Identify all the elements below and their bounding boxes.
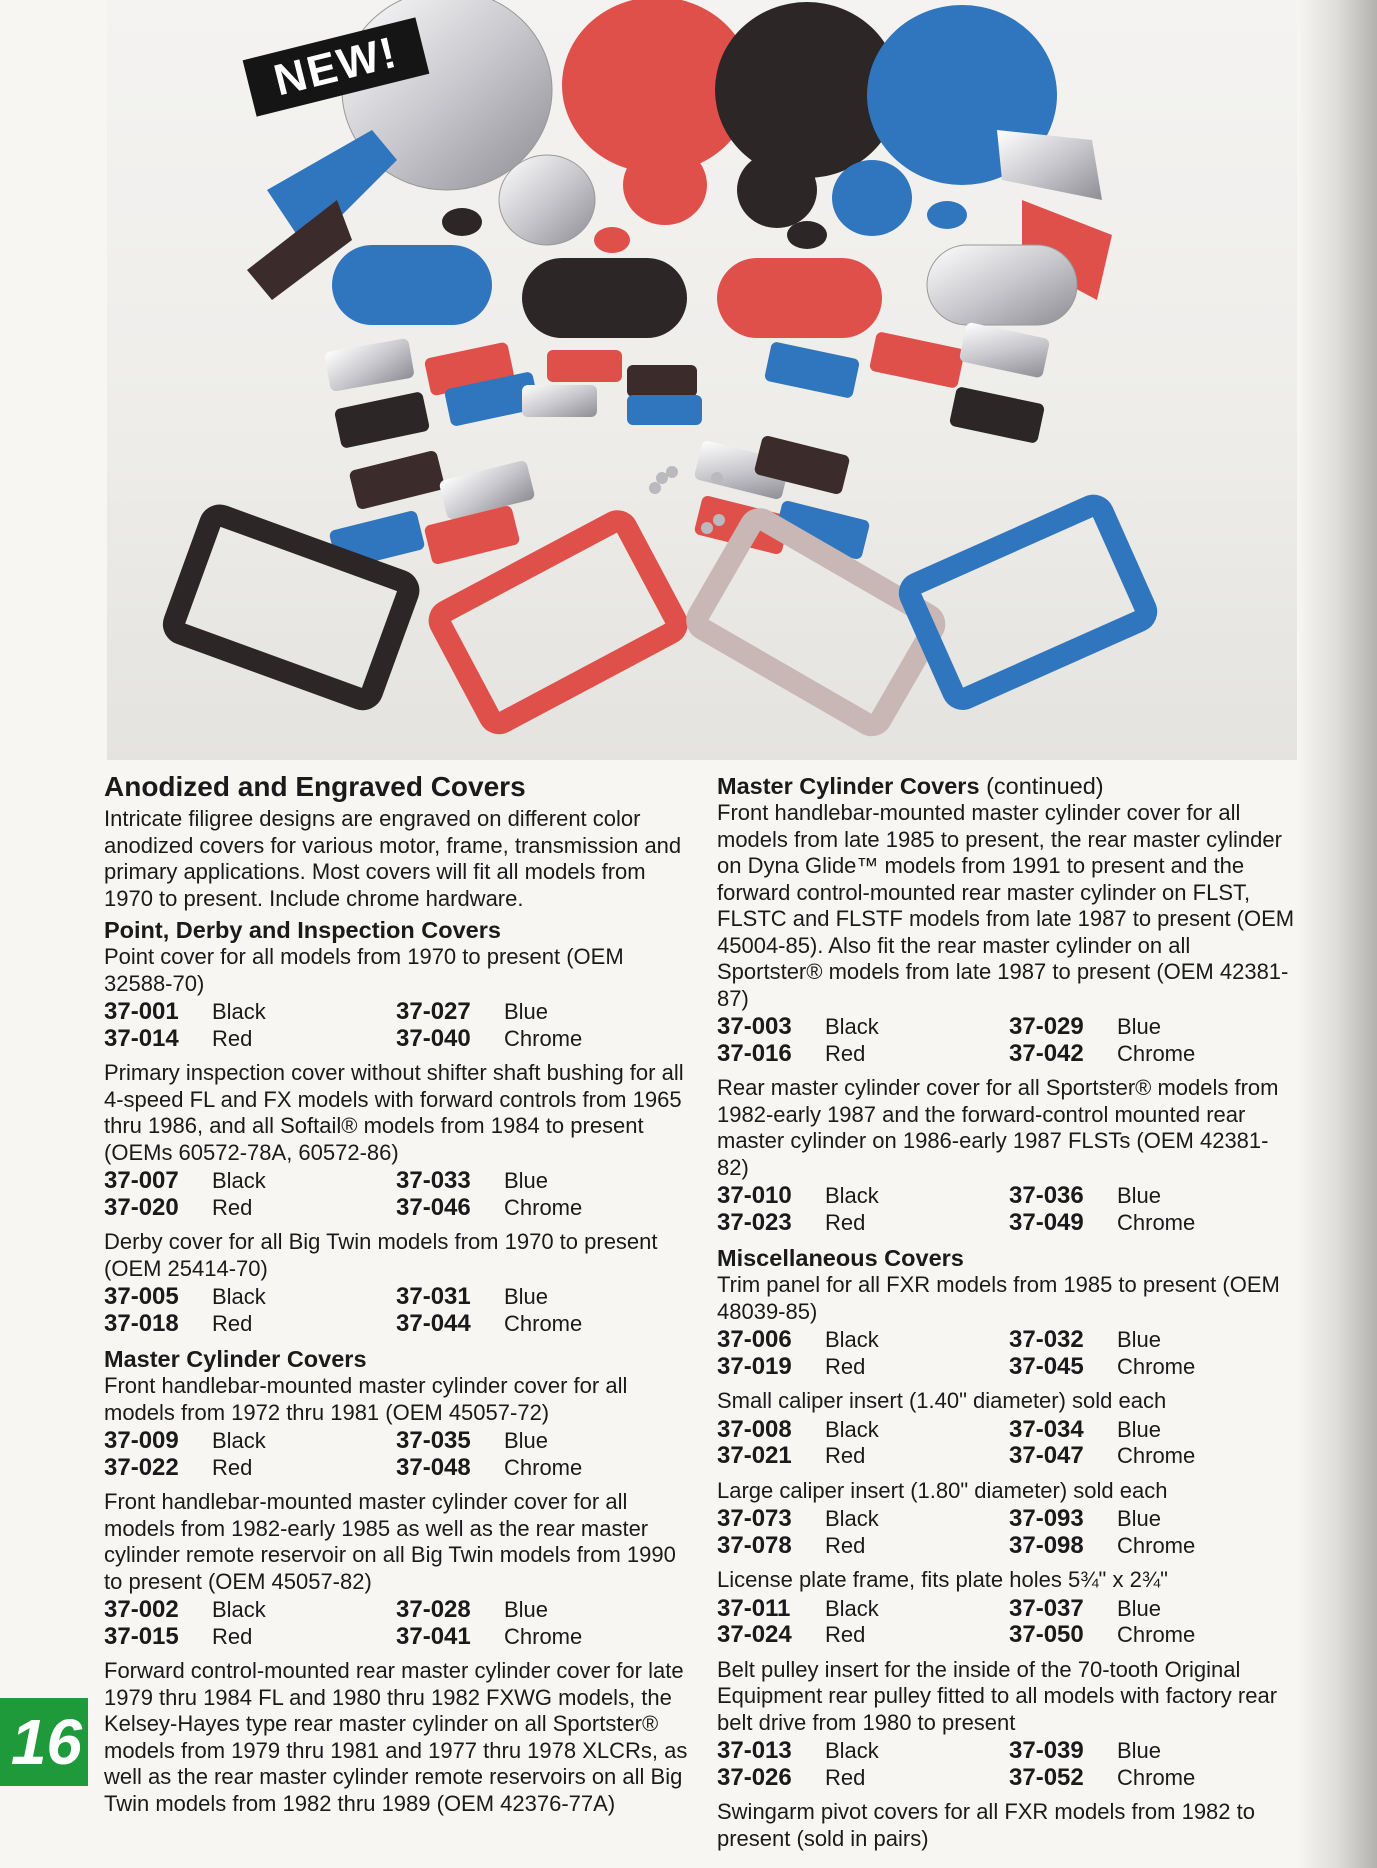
heading-text: Master Cylinder Covers [717,773,980,799]
part-number: 37-006 [717,1326,792,1353]
part-number: 37-093 [1009,1505,1084,1532]
part-number: 37-013 [717,1737,792,1764]
part-color: Black [825,1014,879,1039]
part-number: 37-050 [1009,1621,1084,1648]
subheading-misc: Miscellaneous Covers [717,1245,964,1271]
black-small-round [737,152,817,228]
part-color: Blue [504,999,549,1024]
red-oval-cover [717,258,882,338]
part-color: Chrome [504,1025,583,1051]
belt-pulley-items [717,1738,1297,1791]
part-number: 37-007 [104,1167,179,1194]
chrome-oval-cover [927,245,1077,325]
part-number: 37-022 [104,1453,179,1481]
part-number: 37-073 [717,1505,792,1532]
derby-items [104,1284,694,1337]
part-number: 37-019 [717,1352,792,1380]
mc2-desc: Front handlebar-mounted master cylinder cover for all models from 1982-early 1985 as well as the rear master cylinder remote reservoir on all Big Twin models from 1990 to present (OEM 45057-82) [104,1489,676,1594]
continued-label: (continued) [986,773,1104,799]
part-number: 37-098 [1009,1531,1084,1559]
part-number: 37-008 [717,1415,792,1443]
part-number: 37-032 [1009,1326,1084,1353]
part-color: Red [825,1622,866,1647]
part-number: 37-001 [104,998,179,1025]
part-number: 37-035 [396,1427,471,1454]
part-color: Blue [1117,1014,1162,1039]
part-color: Black [825,1183,879,1208]
right-column [717,772,1297,1852]
part-number: 37-034 [1009,1415,1084,1443]
part-number: 37-037 [1009,1594,1084,1622]
part-color: Chrome [504,1194,583,1220]
chrome-license-frame [694,516,938,729]
part-color: Red [212,1194,253,1220]
large-caliper-items [717,1506,1297,1559]
part-color: Blue [1117,1183,1162,1208]
mc5-desc: Rear master cylinder cover for all Sportster® models from 1982-early 1987 and the forward-control mounted rear master cylinder on 1986-early 1987 FLSTs (OEM 42381-82) [717,1075,1279,1180]
part-color: Blue [504,1284,549,1309]
part-number: 37-018 [104,1309,179,1337]
part-color: Black [212,999,266,1024]
part-number: 37-044 [396,1309,471,1337]
part-color: Chrome [1117,1040,1196,1066]
trim-desc: Trim panel for all FXR models from 1985 to present (OEM 48039-85) [717,1272,1280,1324]
part-number: 37-014 [104,1024,179,1052]
part-color: Chrome [1117,1532,1196,1558]
primary-items [104,1168,694,1221]
part-color: Black [825,1738,879,1763]
part-number: 37-078 [717,1531,792,1559]
blue-license-frame [907,502,1150,702]
part-number: 37-052 [1009,1763,1084,1791]
part-color: Blue [1117,1327,1162,1352]
point-desc: Point cover for all models from 1970 to present (OEM 32588-70) [104,944,624,996]
part-number: 37-031 [396,1283,471,1310]
subheading-master-cylinder-continued [717,772,1297,800]
black-oval-cover [522,258,687,338]
part-color: Blue [504,1597,549,1622]
chrome-wedge [997,130,1102,200]
part-number: 37-005 [104,1283,179,1310]
part-color: Chrome [504,1623,583,1649]
trim-items [717,1327,1297,1380]
part-number: 37-027 [396,998,471,1025]
new-badge: NEW! [243,17,430,116]
part-color: Blue [1117,1416,1162,1442]
blue-small-round [832,160,912,236]
part-color: Red [212,1310,253,1336]
part-number: 37-048 [396,1453,471,1481]
part-number: 37-029 [1009,1013,1084,1040]
part-number: 37-033 [396,1167,471,1194]
part-color: Black [212,1168,266,1193]
page-edge-shadow [1297,0,1377,1868]
derby-desc: Derby cover for all Big Twin models from 1970 to present (OEM 25414-70) [104,1229,658,1281]
part-color: Black [212,1284,266,1309]
page-number-badge: 16 [0,1698,88,1786]
part-color: Chrome [504,1310,583,1336]
part-color: Black [825,1595,879,1621]
part-color: Chrome [1117,1764,1196,1790]
part-number: 37-046 [396,1193,471,1221]
part-number: 37-021 [717,1442,792,1469]
swingarm-desc: Swingarm pivot covers for all FXR models from 1982 to present (sold in pairs) [717,1799,1255,1851]
belt-pulley-desc: Belt pulley insert for the inside of the 70-tooth Original Equipment rear pulley fitted to all models with factory rear belt drive from 1980 to present [717,1656,1278,1735]
part-color: Black [212,1597,266,1622]
part-color: Blue [504,1428,549,1453]
part-color: Black [825,1416,879,1442]
part-color: Blue [1117,1506,1162,1531]
part-color: Red [212,1025,253,1051]
part-number: 37-028 [396,1596,471,1623]
part-color: Red [825,1353,866,1379]
mc3-desc: Forward control-mounted rear master cylinder cover for late 1979 thru 1984 FL and 1980 thru 1982 FXWG models, the Kelsey-Hayes type rear master cylinder on all Sportster® models from 1979 thru 1981 and 1977 thru 1978 XLCRs, as well as the rear master cylinder remote reservoirs on all Big Twin models from 1982 thru 1989 (OEM 42376-77A) [104,1658,688,1816]
part-color: Red [825,1040,866,1066]
subheading-master-cylinder: Master Cylinder Covers [104,1346,367,1372]
part-color: Red [212,1623,253,1649]
license-frame-items [717,1596,1297,1649]
small-caliper-desc: Small caliper insert (1.40" diameter) sold each [717,1388,1167,1413]
part-color: Chrome [1117,1209,1196,1235]
intro-text: Intricate filigree designs are engraved on different color anodized covers for various motor, frame, transmission and primary applications. Most covers will fit all models from 1970 to present. Include chrome hardware. [104,806,682,911]
part-number: 37-026 [717,1763,792,1791]
subheading-point: Point, Derby and Inspection Covers [104,917,501,943]
part-color: Red [825,1209,866,1235]
section-heading: Anodized and Engraved Covers [104,771,526,802]
part-color: Chrome [504,1454,583,1480]
part-color: Chrome [1117,1622,1196,1647]
blue-oval-cover [332,245,492,325]
small-rect-covers [324,322,1050,571]
mc2-items [104,1597,694,1650]
mc5-items [717,1183,1297,1236]
part-color: Black [825,1506,879,1531]
part-number: 37-020 [104,1193,179,1221]
part-number: 37-015 [104,1622,179,1650]
part-number: 37-039 [1009,1737,1084,1764]
mc4-desc: Front handlebar-mounted master cylinder cover for all models from late 1985 to present, the rear master cylinder on Dyna Glide™ models from 1991 to present and the forward control-mounted rear master cylinder on FLST, FLSTC and FLSTF models from late 1987 to present (OEM 45004-85). Also fit the rear master cylinder on all Sportster® models from late 1987 to present (OEM 42381-87) [717,800,1295,1011]
part-color: Red [825,1764,866,1790]
mc1-desc: Front handlebar-mounted master cylinder cover for all models from 1972 thru 1981 (OEM 45057-72) [104,1373,628,1425]
part-color: Blue [1117,1595,1162,1621]
large-caliper-desc: Large caliper insert (1.80" diameter) sold each [717,1477,1168,1503]
part-number: 37-003 [717,1013,792,1040]
product-photo [107,0,1297,760]
part-number: 37-002 [104,1596,179,1623]
part-color: Chrome [1117,1353,1196,1379]
part-number: 37-045 [1009,1352,1084,1380]
part-number: 37-049 [1009,1208,1084,1236]
chrome-small-round [499,155,595,245]
part-number: 37-042 [1009,1039,1084,1067]
part-color: Blue [1117,1738,1162,1763]
small-caliper-items [717,1417,1297,1470]
covers-illustration [107,0,1297,760]
mc4-items [717,1014,1297,1067]
part-color: Blue [504,1168,549,1193]
part-number: 37-009 [104,1427,179,1454]
point-items [104,999,694,1052]
left-column [104,770,694,1817]
part-number: 37-036 [1009,1182,1084,1209]
part-color: Red [825,1532,866,1558]
part-number: 37-024 [717,1621,792,1648]
part-number: 37-041 [396,1622,471,1650]
part-color: Red [212,1454,253,1480]
part-number: 37-010 [717,1182,792,1209]
license-frame-desc: License plate frame, fits plate holes 5¾" x 2¾" [717,1567,1168,1592]
part-number: 37-047 [1009,1442,1084,1469]
mc1-items [104,1428,694,1481]
red-small-round [623,145,707,225]
part-number: 37-016 [717,1039,792,1067]
part-color: Black [212,1428,266,1453]
part-color: Red [825,1443,866,1468]
part-color: Chrome [1117,1443,1196,1468]
primary-desc: Primary inspection cover without shifter shaft bushing for all 4-speed FL and FX models with forward controls from 1965 thru 1986, and all Softail® models from 1984 to present (OEMs 60572-78A, 60572-86) [104,1060,684,1165]
part-number: 37-023 [717,1208,792,1236]
part-color: Black [825,1327,879,1352]
part-number: 37-011 [717,1594,791,1622]
part-number: 37-040 [396,1024,471,1052]
